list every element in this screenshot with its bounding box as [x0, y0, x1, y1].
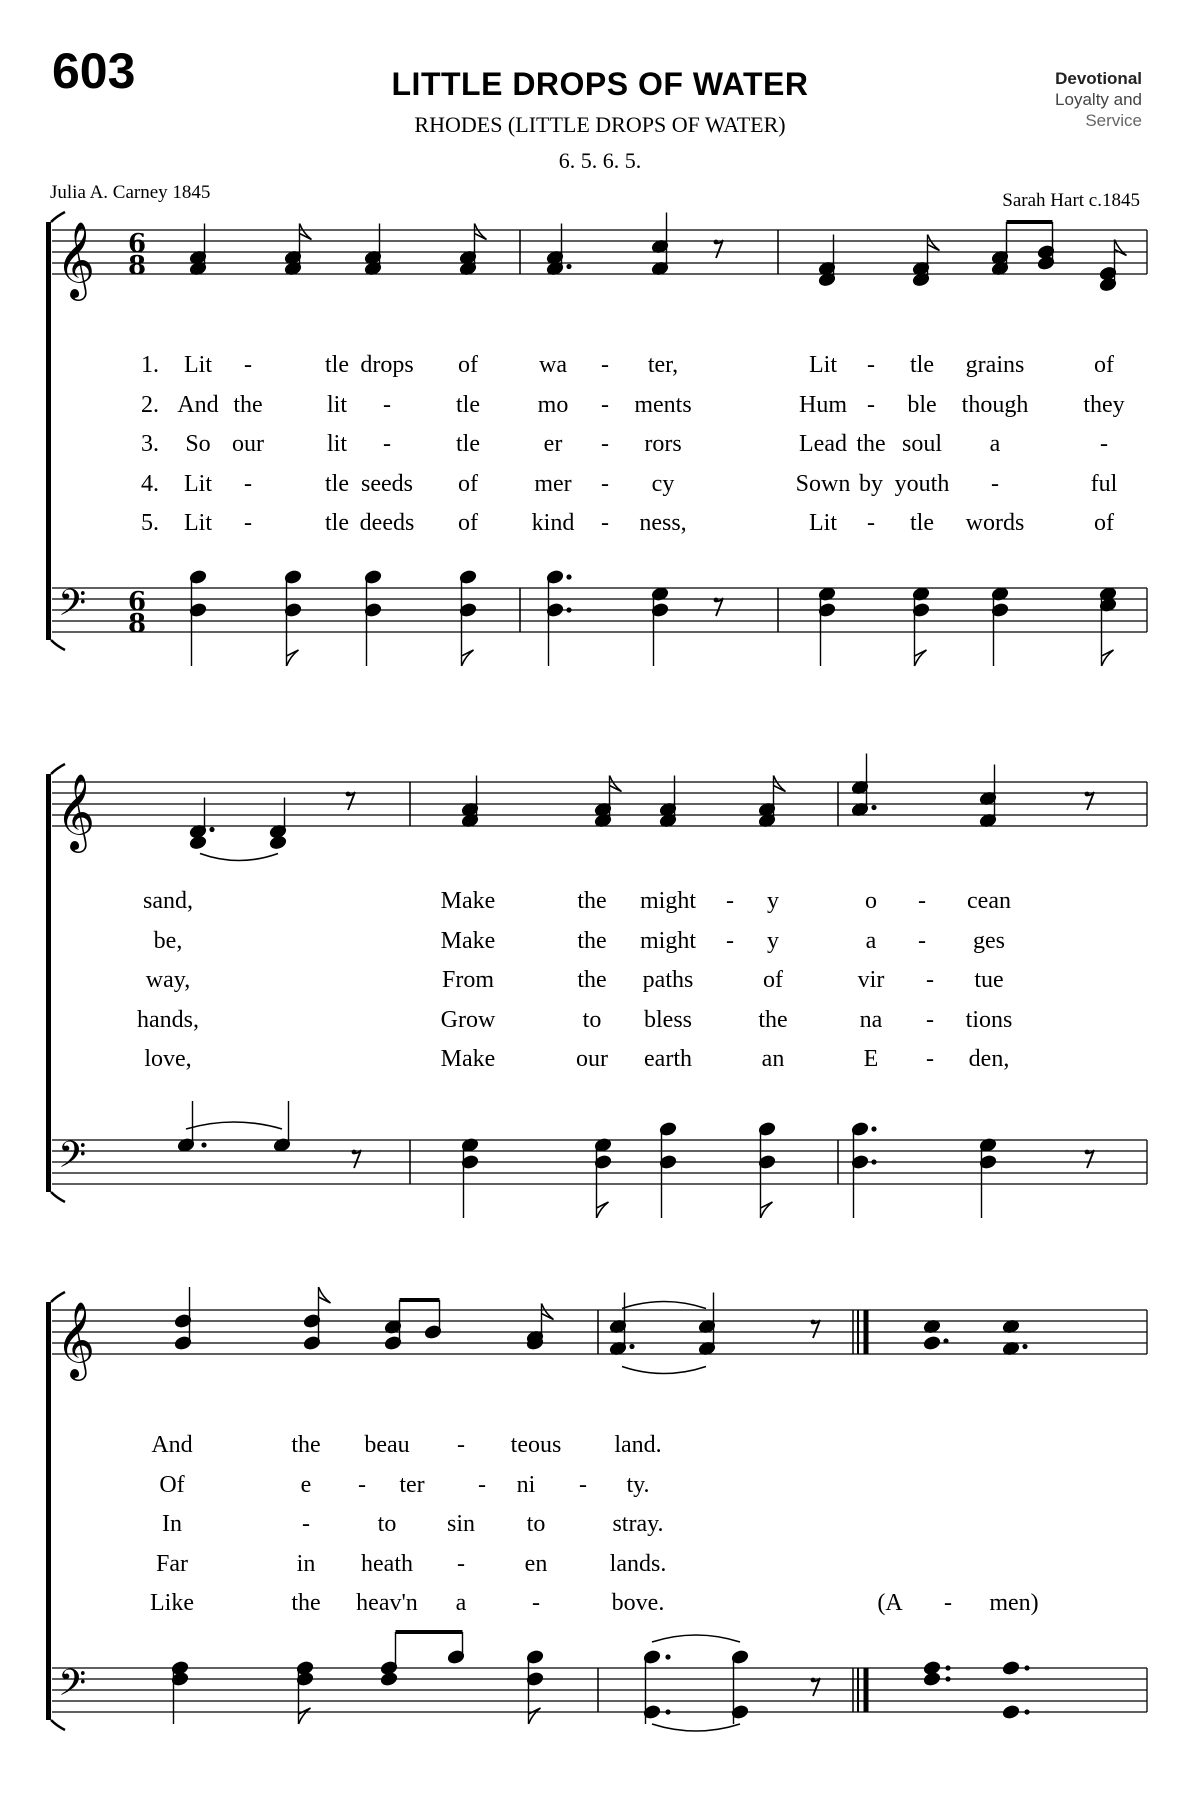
note-flag	[319, 1287, 331, 1303]
lyric-syllable: -	[726, 927, 734, 954]
lyric-syllable: ges	[973, 927, 1005, 954]
lyric-syllable: vir	[857, 967, 885, 993]
lyric-syllable: tle	[325, 352, 349, 378]
lyric-syllable: mo	[537, 391, 569, 418]
lyric-syllable: our	[576, 1046, 608, 1072]
lyric-syllable: -	[601, 391, 609, 418]
lyric-syllable: In	[162, 1511, 182, 1537]
lyric-syllable: land.	[614, 1432, 662, 1458]
lyric-syllable: of	[1094, 510, 1114, 536]
lyric-syllable: heav'n	[356, 1590, 418, 1616]
lyric-syllable: rors	[644, 431, 682, 457]
lyric-syllable: grains	[965, 352, 1025, 378]
eighth-rest-dot	[346, 792, 351, 797]
lyric-syllable: the	[856, 431, 886, 457]
lyric-syllable: Lit	[184, 470, 212, 497]
tie	[200, 854, 278, 861]
lyric-syllable: -	[601, 352, 609, 378]
tie	[652, 1724, 740, 1731]
lyric-syllable: y	[767, 888, 779, 914]
lyric-syllable: Of	[159, 1471, 185, 1498]
bracket-hook	[51, 1192, 65, 1202]
eighth-rest-dot	[352, 1150, 357, 1155]
augmentation-dot	[871, 1126, 876, 1131]
lyric-syllable: Make	[440, 927, 496, 954]
treble-clef: 𝄞	[56, 1301, 96, 1378]
lyric-syllable: ness,	[639, 510, 687, 536]
augmentation-dot	[943, 1338, 948, 1343]
lyric-syllable: tle	[456, 391, 480, 418]
composer-credit: Sarah Hart c.1845	[1002, 190, 1140, 211]
lyric-syllable: the	[577, 888, 607, 914]
lyric-syllable: Lit	[184, 352, 212, 378]
note-flag	[610, 776, 622, 792]
lyric-syllable: ble	[907, 391, 937, 418]
lyric-syllable: -	[244, 510, 252, 536]
augmentation-dot	[629, 1344, 634, 1349]
category-line: Devotional	[1055, 69, 1142, 88]
lyric-syllable: -	[867, 510, 875, 536]
bass-clef: 𝄢	[58, 582, 87, 633]
lyric-syllable: -	[726, 888, 734, 914]
lyric-syllable: y	[767, 927, 779, 954]
lyric-syllable: And	[151, 1432, 193, 1458]
lyric-syllable: of	[458, 510, 478, 536]
notehead	[269, 835, 287, 850]
lyric-syllable: paths	[642, 967, 694, 993]
lyric-syllable: Lit	[809, 510, 837, 536]
amen-syllable: (A	[877, 1590, 903, 1616]
lyric-syllable: den,	[968, 1046, 1010, 1072]
lyric-syllable: lit	[326, 391, 348, 418]
notehead	[923, 1336, 941, 1351]
lyric-syllable: Lead	[799, 431, 847, 457]
lyric-syllable: 2.	[141, 391, 159, 418]
hymn-number: 603	[52, 43, 136, 99]
tie	[622, 1302, 706, 1309]
bass-clef: 𝄢	[58, 1662, 87, 1713]
tie	[652, 1635, 740, 1642]
lyric-syllable: -	[1100, 431, 1108, 457]
system-bracket	[46, 1302, 51, 1720]
system-bracket	[46, 222, 51, 640]
lyric-syllable: youth	[894, 470, 950, 497]
lyric-syllable: 3.	[141, 431, 159, 457]
note-flag	[774, 776, 786, 792]
note-flag	[287, 650, 299, 666]
meter: 6. 5. 6. 5.	[558, 148, 642, 173]
treble-clef: 𝄞	[56, 773, 96, 850]
lyric-syllable: the	[577, 967, 607, 993]
lyric-syllable: earth	[644, 1046, 692, 1072]
note-flag	[529, 1708, 541, 1724]
lyric-syllable: cy	[651, 470, 675, 497]
lyric-syllable: -	[918, 927, 926, 954]
augmentation-dot	[665, 1709, 670, 1714]
lyric-syllable: er	[543, 431, 563, 457]
lyric-syllable: 4.	[141, 470, 159, 497]
lyric-syllable: -	[478, 1471, 486, 1498]
lyric-syllable: ni	[516, 1471, 536, 1498]
notehead	[923, 1672, 941, 1687]
lyric-syllable: in	[296, 1550, 316, 1577]
augmentation-dot	[566, 264, 571, 269]
note-flag	[542, 1304, 554, 1320]
lyric-syllable: -	[991, 470, 999, 497]
category-line: Loyalty and	[1055, 90, 1142, 109]
time-signature-top: 6	[128, 229, 147, 259]
lyric-syllable: kind	[531, 510, 575, 536]
tune-name: RHODES (LITTLE DROPS OF WATER)	[414, 112, 786, 137]
lyric-syllable: en	[524, 1550, 548, 1577]
lyric-syllable: to	[526, 1511, 546, 1537]
lyric-syllable: -	[926, 1006, 934, 1033]
note-flag	[1115, 240, 1127, 256]
lyric-syllable: to	[582, 1006, 602, 1033]
bracket-hook	[51, 640, 65, 650]
lyric-syllable: way,	[145, 967, 191, 993]
lyric-syllable: e	[300, 1471, 312, 1498]
augmentation-dot	[201, 1142, 206, 1147]
hymn-title: LITTLE DROPS OF WATER	[391, 66, 809, 102]
lyric-syllable: Make	[440, 1046, 496, 1072]
lyric-syllable: lands.	[609, 1550, 667, 1577]
note-flag	[299, 1708, 311, 1724]
lyric-syllable: lit	[326, 431, 348, 457]
lyric-syllable: Hum	[799, 391, 847, 418]
note-flag	[915, 650, 927, 666]
lyric-syllable: tle	[910, 510, 934, 536]
augmentation-dot	[566, 607, 571, 612]
lyric-syllable: -	[601, 431, 609, 457]
lyric-syllable: -	[457, 1550, 465, 1577]
lyric-syllable: the	[291, 1432, 321, 1458]
lyric-syllable: of	[458, 352, 478, 378]
lyric-syllable: -	[926, 967, 934, 993]
lyric-syllable: Make	[440, 888, 496, 914]
lyric-syllable: the	[233, 391, 263, 418]
lyric-syllable: -	[383, 391, 391, 418]
note-flag	[928, 235, 940, 251]
treble-clef: 𝄞	[56, 221, 96, 298]
lyric-syllable: bove.	[611, 1590, 665, 1616]
lyric-syllable: bless	[644, 1006, 692, 1033]
eighth-rest-dot	[714, 598, 719, 603]
bracket-hook	[51, 1720, 65, 1730]
lyric-syllable: 1.	[141, 352, 159, 378]
lyric-syllable: tue	[974, 967, 1004, 993]
lyric-syllable: of	[458, 470, 478, 497]
lyric-syllable: tle	[910, 352, 934, 378]
lyric-syllable: tions	[965, 1006, 1013, 1033]
lyric-syllable: love,	[144, 1046, 192, 1072]
augmentation-dot	[1022, 1344, 1027, 1349]
lyric-syllable: Sown	[795, 470, 851, 497]
lyric-syllable: though	[961, 391, 1029, 418]
bass-clef: 𝄢	[58, 1134, 87, 1185]
lyric-syllable: -	[579, 1471, 587, 1498]
note-flag	[462, 650, 474, 666]
tie	[186, 1122, 282, 1129]
lyric-syllable: 5.	[141, 510, 159, 536]
lyric-syllable: -	[532, 1590, 540, 1616]
augmentation-dot	[1024, 1665, 1029, 1670]
lyric-syllable: -	[867, 391, 875, 418]
eighth-rest-dot	[714, 240, 719, 245]
lyric-syllable: -	[244, 470, 252, 497]
lyric-syllable: -	[926, 1046, 934, 1072]
lyric-syllable: the	[291, 1590, 321, 1616]
lyric-syllable: From	[441, 967, 495, 993]
lyric-syllable: E	[863, 1046, 879, 1072]
lyric-syllable: -	[601, 510, 609, 536]
lyric-syllable: might	[639, 888, 697, 914]
lyric-syllable: Lit	[809, 352, 837, 378]
lyric-syllable: deeds	[359, 510, 415, 536]
lyric-syllable: cean	[967, 888, 1011, 914]
note-flag	[475, 224, 487, 240]
category-line: Service	[1085, 111, 1142, 130]
eighth-rest-dot	[1085, 1150, 1090, 1155]
lyric-syllable: ty.	[626, 1471, 650, 1498]
note-flag	[761, 1202, 773, 1218]
lyric-syllable: the	[577, 927, 607, 954]
lyric-syllable: be,	[153, 927, 183, 954]
lyric-syllable: tle	[325, 470, 349, 497]
augmentation-dot	[871, 1159, 876, 1164]
lyric-syllable: beau	[364, 1432, 410, 1458]
lyric-syllable: might	[639, 927, 697, 954]
augmentation-dot	[665, 1654, 670, 1659]
lyric-syllable: -	[867, 352, 875, 378]
lyric-syllable: ments	[634, 391, 692, 418]
augmentation-dot	[566, 574, 571, 579]
augmentation-dot	[945, 1665, 950, 1670]
eighth-rest-dot	[811, 1678, 816, 1683]
eighth-rest-dot	[1085, 792, 1090, 797]
lyric-syllable: seeds	[361, 470, 413, 497]
lyric-syllable: -	[918, 888, 926, 914]
augmentation-dot	[1024, 1709, 1029, 1714]
lyric-syllable: sin	[446, 1511, 476, 1537]
lyric-syllable: na	[859, 1006, 883, 1033]
lyric-syllable: -	[457, 1432, 465, 1458]
lyric-syllable: ful	[1090, 470, 1118, 497]
lyric-syllable: stray.	[612, 1511, 664, 1537]
augmentation-dot	[209, 827, 214, 832]
note-flag	[597, 1202, 609, 1218]
augmentation-dot	[945, 1676, 950, 1681]
system-bracket	[46, 774, 51, 1192]
lyric-syllable: they	[1083, 391, 1125, 418]
lyric-syllable: -	[358, 1471, 366, 1498]
lyric-syllable: tle	[325, 510, 349, 536]
lyric-syllable: Far	[156, 1550, 188, 1577]
lyric-syllable: the	[758, 1006, 788, 1033]
notehead	[189, 835, 207, 850]
lyric-syllable: And	[177, 391, 219, 418]
lyric-syllable: o	[865, 888, 877, 914]
lyric-syllable: an	[761, 1046, 785, 1072]
lyric-syllable: hands,	[137, 1006, 199, 1033]
notehead	[380, 1672, 398, 1687]
amen-syllable: men)	[989, 1590, 1039, 1616]
lyric-syllable: tle	[456, 431, 480, 457]
lyric-syllable: of	[1094, 352, 1114, 378]
lyric-syllable: Like	[150, 1590, 194, 1616]
augmentation-dot	[871, 805, 876, 810]
lyric-syllable: words	[965, 510, 1025, 536]
lyric-syllable: a	[865, 927, 877, 954]
note-flag	[300, 224, 312, 240]
eighth-rest-dot	[811, 1320, 816, 1325]
lyric-syllable: So	[185, 431, 211, 457]
tie	[622, 1367, 706, 1374]
lyric-syllable: sand,	[143, 888, 193, 914]
lyric-syllable: by	[859, 470, 883, 497]
lyric-syllable: our	[232, 431, 264, 457]
lyric-syllable: a	[989, 431, 1001, 457]
lyric-syllable: -	[383, 431, 391, 457]
lyric-syllable: teous	[510, 1432, 562, 1458]
author-credit: Julia A. Carney 1845	[50, 182, 211, 203]
lyric-syllable: a	[455, 1590, 467, 1616]
lyric-syllable: -	[244, 352, 252, 378]
lyric-syllable: to	[377, 1511, 397, 1537]
notehead	[1002, 1661, 1020, 1676]
lyric-syllable: ter,	[647, 352, 679, 378]
lyric-syllable: ter	[399, 1471, 425, 1498]
time-signature-bottom: 8	[128, 251, 147, 281]
notehead	[1002, 1705, 1020, 1720]
note-flag	[1102, 650, 1114, 666]
lyric-syllable: wa	[539, 352, 567, 378]
lyric-syllable: Grow	[440, 1006, 496, 1033]
amen-syllable: -	[944, 1590, 952, 1616]
time-signature-bottom: 8	[128, 609, 147, 639]
lyric-syllable: of	[763, 967, 783, 993]
lyric-syllable: Lit	[184, 510, 212, 536]
time-signature-top: 6	[128, 587, 147, 617]
lyric-syllable: mer	[534, 470, 572, 497]
lyric-syllable: heath	[361, 1550, 413, 1577]
lyric-syllable: -	[601, 470, 609, 497]
lyric-syllable: -	[302, 1511, 310, 1537]
lyric-syllable: soul	[901, 431, 943, 457]
lyric-syllable: drops	[360, 352, 414, 378]
